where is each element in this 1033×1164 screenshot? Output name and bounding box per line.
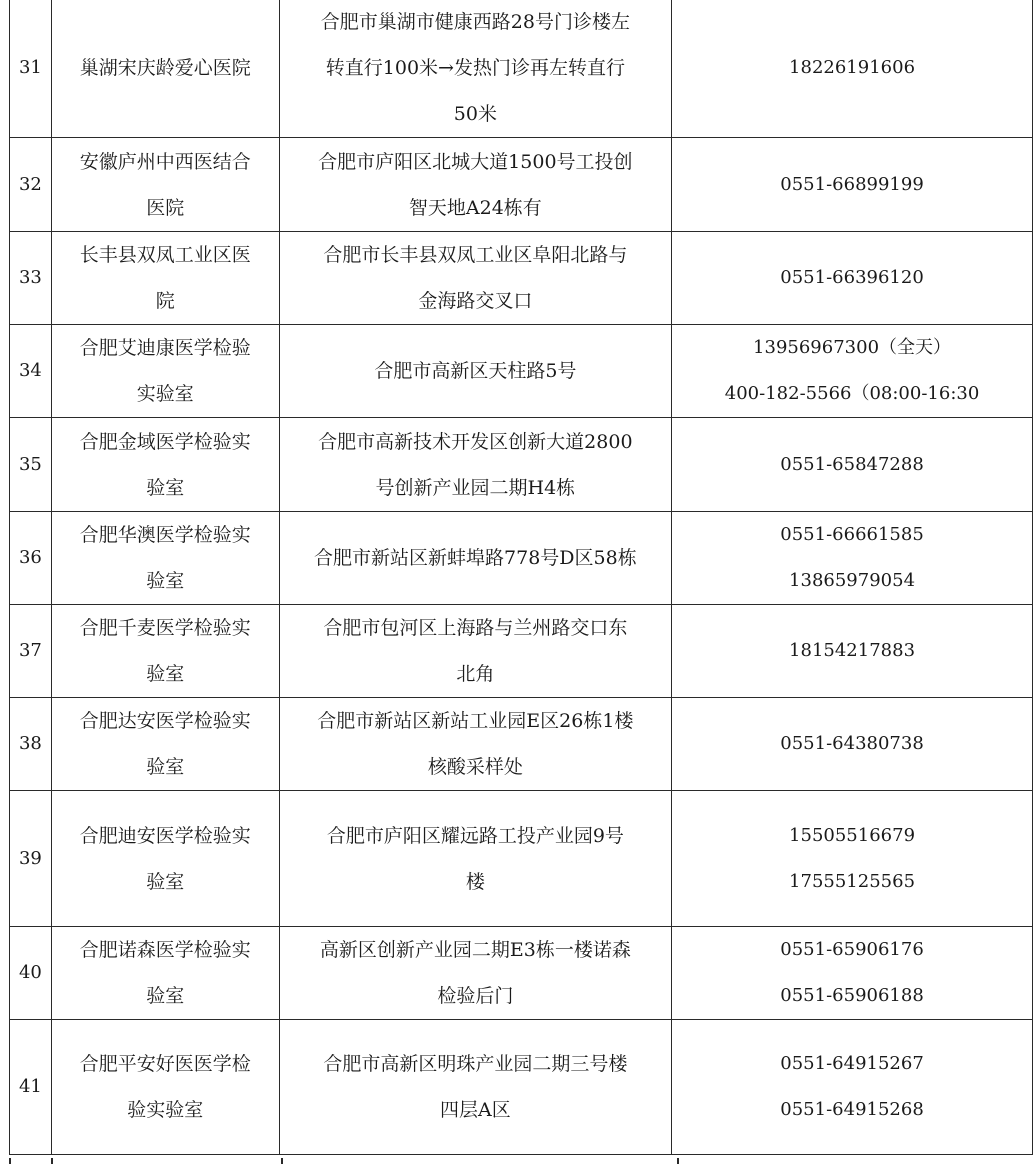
row-number: 37 [10, 605, 52, 698]
table-row [10, 698, 1033, 791]
address-line: 合肥市高新区天柱路5号 [374, 360, 577, 382]
address-line: 高新区创新产业园二期E3栋一楼诺森 [319, 939, 631, 961]
address-line: 号创新产业园二期H4栋 [375, 476, 576, 499]
address-line: 楼 [465, 870, 485, 893]
address-line: 智天地A24栋有 [408, 196, 542, 219]
institution-name-line: 验室 [146, 663, 185, 685]
address-line: 合肥市庐阳区北城大道1500号工投创 [318, 150, 633, 173]
table-row [10, 325, 1033, 418]
phone-number-line: 18154217883 [789, 640, 916, 661]
table-body [10, 0, 1033, 1155]
table-row [10, 0, 1033, 138]
institution-name-line: 实验室 [136, 383, 194, 405]
phone-number [672, 605, 1033, 698]
institution-name-line: 合肥诺森医学检验实 [79, 939, 251, 961]
phone-number-line: 0551-66899199 [780, 173, 924, 195]
address [279, 232, 671, 325]
row-number: 38 [10, 698, 52, 791]
institution-name-line: 院 [155, 290, 175, 312]
address-line: 合肥市长丰县双凤工业区阜阳北路与 [323, 244, 628, 266]
institution-name [51, 138, 279, 232]
institution-name [51, 232, 279, 325]
phone-number [672, 791, 1033, 927]
clinic-table [9, 0, 1033, 1155]
table-row [10, 418, 1033, 512]
phone-number-line: 0551-65847288 [780, 453, 924, 475]
institution-name [51, 512, 279, 605]
address [279, 605, 671, 698]
institution-name-line: 合肥艾迪康医学检验 [79, 337, 251, 359]
address [279, 418, 671, 512]
phone-number [672, 418, 1033, 512]
institution-name-line: 合肥平安好医医学检 [79, 1053, 251, 1075]
institution-name [51, 0, 279, 138]
address [279, 1020, 671, 1155]
address-line: 合肥市高新区明珠产业园二期三号楼 [323, 1053, 628, 1075]
phone-number-line: 0551-64915267 [780, 1053, 924, 1074]
row-number: 39 [10, 791, 52, 927]
address [279, 927, 671, 1020]
address-line: 检验后门 [437, 985, 514, 1007]
row-number: 35 [10, 418, 52, 512]
row-number: 33 [10, 232, 52, 325]
institution-name [51, 927, 279, 1020]
table-row [10, 1020, 1033, 1155]
phone-number-line: 0551-64380738 [780, 733, 924, 754]
phone-number [672, 927, 1033, 1020]
phone-number-line: 0551-65906188 [780, 985, 924, 1006]
institution-name-line: 验室 [146, 756, 185, 778]
address [279, 698, 671, 791]
address-line: 合肥市巢湖市健康西路28号门诊楼左 [320, 11, 630, 33]
phone-number-line: 400-182-5566（08:00-16:30 [724, 383, 980, 404]
address [279, 325, 671, 418]
institution-name [51, 605, 279, 698]
address-line: 北角 [456, 663, 495, 685]
address [279, 0, 671, 138]
institution-name-line: 合肥千麦医学检验实 [79, 617, 251, 639]
address-line: 合肥市庐阳区耀远路工投产业园9号 [326, 824, 624, 847]
phone-number-line: 0551-66396120 [780, 267, 924, 288]
address-line: 核酸采样处 [427, 756, 523, 778]
table-row [10, 138, 1033, 232]
address-line: 合肥市包河区上海路与兰州路交口东 [323, 617, 628, 639]
institution-name [51, 791, 279, 927]
institution-name-line: 合肥迪安医学检验实 [79, 824, 251, 847]
institution-name-line: 医院 [146, 196, 185, 219]
institution-name [51, 325, 279, 418]
phone-number [672, 0, 1033, 138]
address-line: 合肥市新站区新站工业园E区26栋1楼 [317, 710, 634, 732]
phone-number [672, 138, 1033, 232]
institution-name-line: 合肥金域医学检验实 [79, 430, 251, 453]
institution-name-line: 验室 [146, 870, 185, 893]
institution-name-line: 验室 [146, 985, 185, 1007]
table-row [10, 605, 1033, 698]
phone-number [672, 698, 1033, 791]
address [279, 138, 671, 232]
institution-name-line: 安徽庐州中西医结合 [79, 150, 251, 173]
address-line: 四层A区 [439, 1099, 511, 1121]
table-row [10, 512, 1033, 605]
phone-number-line: 0551-64915268 [780, 1099, 924, 1120]
table-row [10, 791, 1033, 927]
institution-name-line: 验室 [146, 476, 185, 499]
address-line: 50米 [453, 103, 497, 125]
phone-number-line: 13865979054 [789, 570, 916, 591]
phone-number [672, 325, 1033, 418]
phone-number [672, 1020, 1033, 1155]
address [279, 512, 671, 605]
table-row [10, 927, 1033, 1020]
address-line: 金海路交叉口 [418, 290, 533, 312]
institution-name [51, 418, 279, 512]
phone-number [672, 232, 1033, 325]
phone-number-line: 18226191606 [789, 57, 916, 78]
institution-name-line: 验实验室 [127, 1099, 204, 1121]
institution-name [51, 698, 279, 791]
row-number: 40 [10, 927, 52, 1020]
row-number: 34 [10, 325, 52, 418]
row-number: 41 [10, 1020, 52, 1155]
institution-name-line: 长丰县双凤工业区医 [79, 244, 251, 266]
address [279, 791, 671, 927]
phone-number-line: 13956967300（全天） [753, 337, 952, 358]
phone-number-line: 17555125565 [789, 870, 916, 892]
row-number: 31 [10, 0, 52, 138]
phone-number-line: 0551-65906176 [780, 939, 924, 960]
address-line: 合肥市高新技术开发区创新大道2800 [318, 430, 633, 453]
institution-name [51, 1020, 279, 1155]
phone-number-line: 0551-66661585 [780, 524, 924, 545]
institution-name-line: 巢湖宋庆龄爱心医院 [79, 57, 251, 79]
table-row [10, 232, 1033, 325]
address-line: 合肥市新站区新蚌埠路778号D区58栋 [314, 547, 637, 569]
row-number: 32 [10, 138, 52, 232]
row-number: 36 [10, 512, 52, 605]
phone-number-line: 15505516679 [789, 824, 916, 846]
phone-number [672, 512, 1033, 605]
institution-name-line: 验室 [146, 570, 185, 592]
institution-name-line: 合肥华澳医学检验实 [79, 524, 251, 546]
address-line: 转直行100米→发热门诊再左转直行 [325, 57, 625, 79]
institution-name-line: 合肥达安医学检验实 [79, 710, 251, 732]
